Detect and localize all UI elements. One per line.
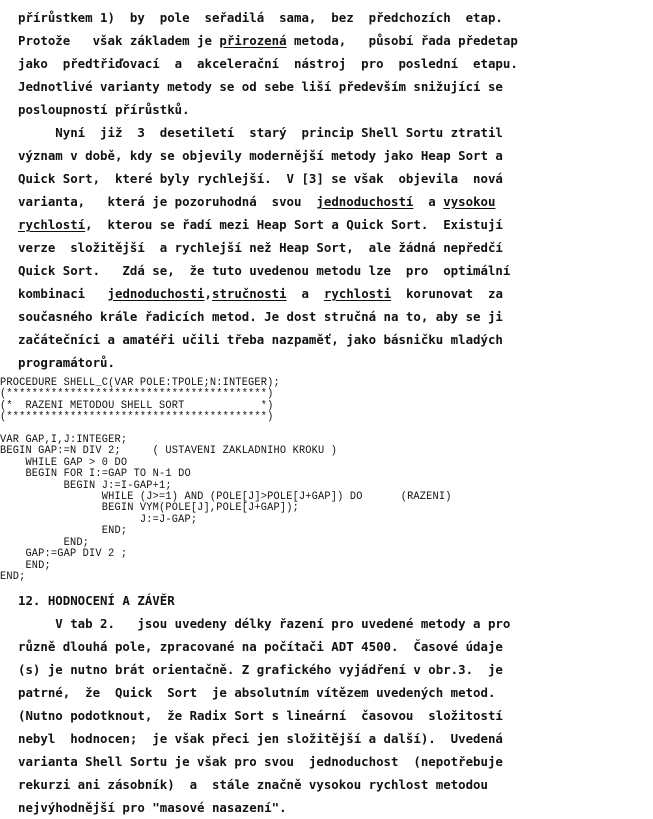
- text-segment: , kterou se řadí mezi Heap Sort a Quick Sort. Existují: [85, 217, 503, 232]
- code-line: END;: [0, 525, 128, 538]
- text-line: [18, 727, 620, 750]
- code-line: J:=J-GAP;: [0, 513, 198, 526]
- section-heading: 12. HODNOCENÍ A ZÁVĚR: [18, 593, 175, 608]
- code-listing-shell-c: [0, 378, 593, 583]
- text-line: [18, 658, 620, 681]
- text-line: [18, 305, 620, 328]
- text-line: [18, 52, 620, 75]
- text-segment: přírůstkem 1) by pole seřadilá sama, bez předchozích etap.: [18, 10, 503, 25]
- text-segment: varianta, která je pozoruhodná svou: [18, 194, 317, 209]
- code-line: BEGIN VYM(POLE[J],POLE[J+GAP]);: [0, 502, 299, 515]
- code-line: END;: [0, 559, 51, 572]
- text-segment: a: [286, 286, 324, 301]
- code-line: (*****************************************): [0, 388, 274, 401]
- text-segment: V tab 2. jsou uvedeny délky řazení pro uvedené metody a pro: [18, 616, 511, 631]
- text-line: [18, 282, 620, 305]
- text-line: [18, 681, 620, 704]
- text-segment: varianta Shell Sortu je však pro svou jednoduchost (nepotřebuje: [18, 754, 503, 769]
- code-line: WHILE GAP > 0 DO: [0, 456, 128, 469]
- code-line: BEGIN GAP:=N DIV 2; ( USTAVENI ZAKLADNIHO KROKU ): [0, 445, 338, 458]
- text-segment: metoda, působí řada předetap: [286, 33, 518, 48]
- text-line: [18, 29, 620, 52]
- underlined-term: vysokou: [443, 194, 496, 209]
- text-segment: Quick Sort. Zdá se, že tuto uvedenou metodu lze pro optimální: [18, 263, 511, 278]
- underlined-term: rychlosti: [323, 286, 392, 301]
- text-line: [18, 796, 620, 819]
- text-line: [18, 773, 620, 796]
- text-segment: posloupností přírůstků.: [18, 102, 190, 117]
- text-segment: Jednotlivé varianty metody se od sebe liší především snižující se: [18, 79, 503, 94]
- code-line: BEGIN FOR I:=GAP TO N-1 DO: [0, 468, 191, 481]
- text-line: [18, 98, 620, 121]
- underlined-term: rychlostí: [18, 217, 86, 232]
- text-line: [18, 213, 620, 236]
- underlined-term: přirozená: [219, 33, 287, 48]
- text-line: [18, 635, 620, 658]
- code-line: GAP:=GAP DIV 2 ;: [0, 548, 128, 561]
- text-line: [18, 75, 620, 98]
- paragraph-shell-sort-intro: [18, 6, 620, 121]
- text-line: [18, 167, 620, 190]
- text-line: [18, 190, 620, 213]
- text-line: [18, 144, 620, 167]
- text-segment: ,: [204, 286, 212, 301]
- text-segment: verze složitější a rychlejší než Heap Sort, ale žádná nepředčí: [18, 240, 503, 255]
- paragraph-evaluation: [18, 612, 620, 819]
- text-segment: začátečníci a amatéři učili třeba nazpaměť, jako básničku mladých: [18, 332, 503, 347]
- code-line: WHILE (J>=1) AND (POLE[J]>POLE[J+GAP]) DO (RAZENI): [0, 491, 452, 504]
- text-line: [18, 612, 620, 635]
- paragraph-shell-sort-history: [18, 121, 620, 374]
- text-segment: jako předtřiďovací a akcelerační nástroj pro poslední etapu.: [18, 56, 518, 71]
- text-segment: různě dlouhá pole, zpracované na počítači ADT 4500. Časové údaje: [18, 639, 503, 654]
- code-line: BEGIN J:=I-GAP+1;: [0, 479, 172, 492]
- text-segment: a: [413, 194, 444, 209]
- text-segment: (Nutno podotknout, že Radix Sort s lineární časovou složitostí: [18, 708, 503, 723]
- text-segment: nejvýhodnější pro "masové nasazení".: [18, 800, 287, 815]
- text-line: [18, 704, 620, 727]
- text-segment: (s) je nutno brát orientačně. Z grafického vyjádření v obr.3. je: [18, 662, 503, 677]
- text-segment: současného krále řadicích metod. Je dost stručná na to, aby se ji: [18, 309, 503, 324]
- text-line: [18, 328, 620, 351]
- text-segment: Quick Sort, které byly rychlejší. V [3] se však objevila nová: [18, 171, 503, 186]
- text-line: [18, 750, 620, 773]
- text-segment: korunovat za: [391, 286, 503, 301]
- text-segment: Nyní již 3 desetiletí starý princip Shell Sortu ztratil: [18, 125, 503, 140]
- code-line: VAR GAP,I,J:INTEGER;: [0, 434, 128, 447]
- text-segment: význam v době, kdy se objevily modernější metody jako Heap Sort a: [18, 148, 503, 163]
- text-segment: patrné, že Quick Sort je absolutním vítězem uvedených metod.: [18, 685, 496, 700]
- underlined-term: jednoduchostí: [316, 194, 414, 209]
- text-line: [18, 121, 620, 144]
- code-line: END;: [0, 570, 26, 583]
- text-segment: programátorů.: [18, 355, 115, 370]
- code-line: (*****************************************): [0, 411, 274, 424]
- code-line: PROCEDURE SHELL_C(VAR POLE:TPOLE;N:INTEGER);: [0, 377, 280, 389]
- underlined-term: stručnosti: [211, 286, 287, 301]
- text-line: [18, 259, 620, 282]
- text-line: [18, 236, 620, 259]
- underlined-term: jednoduchosti: [107, 286, 205, 301]
- text-segment: kombinaci: [18, 286, 108, 301]
- code-line: END;: [0, 536, 90, 549]
- text-line: [18, 6, 620, 29]
- text-segment: nebyl hodnocen; je však přeci jen složitější a další). Uvedená: [18, 731, 503, 746]
- text-line: [18, 351, 620, 374]
- text-segment: rekurzi ani zásobník) a stále značně vysokou rychlost metodou: [18, 777, 488, 792]
- code-line: (* RAZENI METODOU SHELL SORT *): [0, 399, 274, 412]
- text-segment: Protože však základem je: [18, 33, 220, 48]
